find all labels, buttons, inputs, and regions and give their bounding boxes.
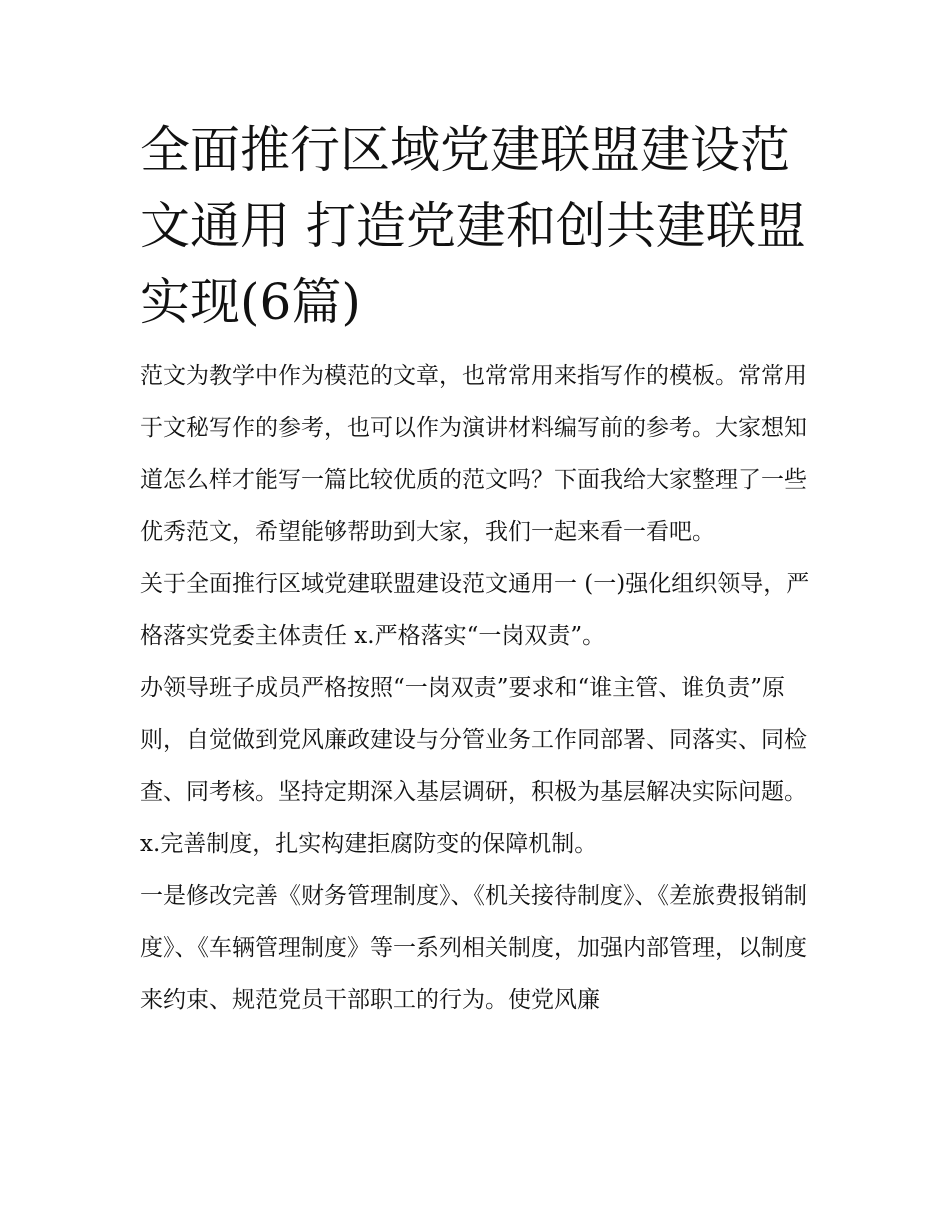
paragraph-regulations: 一是修改完善《财务管理制度》、《机关接待制度》、《差旅费报销制度》、《车辆管理制度》等一系列相关制度，加强内部管理，以制度来约束、规范党员干部职工的行为。使党风廉 <box>140 883 807 1013</box>
document-title: 全面推行区域党建联盟建设范文通用 打造党建和创共建联盟实现(6篇) <box>140 121 806 331</box>
paragraph-section-one: 关于全面推行区域党建联盟建设范文通用一 (一)强化组织领导，严格落实党委主体责任 x.严格落实“一岗双责”。 <box>140 571 810 649</box>
document-body <box>140 112 812 1026</box>
paragraph-system: x.完善制度，扎实构建拒腐防变的保障机制。 <box>140 831 598 857</box>
paragraph-intro: 范文为教学中作为模范的文章，也常常用来指写作的模板。常常用于文秘写作的参考，也可以作为演讲材料编写前的参考。大家想知道怎么样才能写一篇比较优质的范文吗？下面我给大家整理了一些优秀范文，希望能够帮助到大家，我们一起来看一看吧。 <box>140 363 807 545</box>
paragraph-leadership: 办领导班子成员严格按照“一岗双责”要求和“谁主管、谁负责”原则，自觉做到党风廉政建设与分管业务工作同部署、同落实、同检查、同考核。坚持定期深入基层调研，积极为基层解决实际问题。 <box>140 675 807 805</box>
